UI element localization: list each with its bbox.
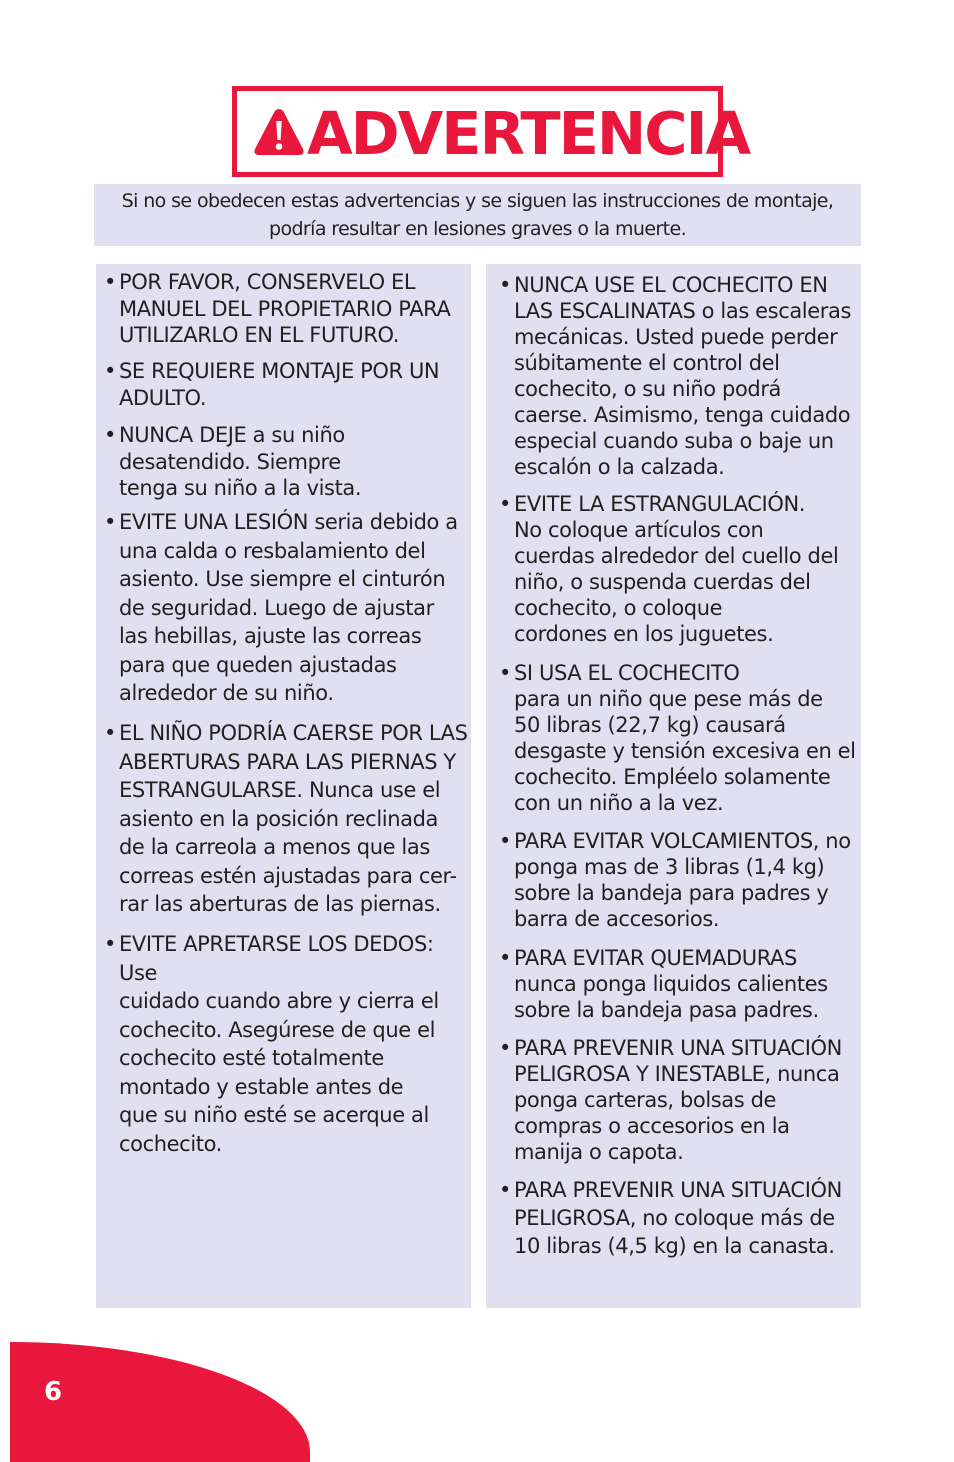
list-item bbox=[104, 719, 468, 919]
list-item-text: EL NIÑO PODRÍA CAERSE POR LAS ABERTURAS PARA LAS PIERNAS Y ESTRANGULARSE. Nunca use el asiento en la posición reclinada de la carreola a menos que las correas estén ajustadas para cer- rar las aberturas de las piernas. bbox=[119, 721, 468, 916]
warning-header-box bbox=[232, 86, 750, 177]
list-item bbox=[104, 358, 439, 411]
right-warning-column bbox=[486, 264, 861, 1308]
bullet: • bbox=[499, 1178, 511, 1202]
list-item-text: EVITE LA ESTRANGULACIÓN. No coloque artículos con cuerdas alrededor del cuello del niño, o suspenda cuerdas del cochecito, o coloque cordones en los juguetes. bbox=[514, 492, 839, 646]
left-warning-column bbox=[96, 264, 471, 1308]
bullet: • bbox=[104, 721, 116, 745]
list-item bbox=[499, 1035, 842, 1165]
list-item bbox=[499, 272, 851, 480]
list-item bbox=[104, 422, 361, 502]
intro-banner bbox=[94, 184, 861, 246]
list-item-text: POR FAVOR, CONSERVELO EL MANUEL DEL PROPIETARIO PARA UTILIZARLO EN EL FUTURO. bbox=[119, 270, 451, 347]
list-item bbox=[499, 1176, 842, 1260]
list-item-text: SE REQUIERE MONTAJE POR UN ADULTO. bbox=[119, 359, 440, 410]
list-item bbox=[499, 945, 828, 1023]
bullet: • bbox=[499, 492, 511, 516]
bullet: • bbox=[104, 359, 116, 383]
warning-triangle-icon bbox=[253, 107, 305, 157]
list-item-text: NUNCA USE EL COCHECITO EN LAS ESCALINATAS o las escaleras mecánicas. Usted puede perder súbitamente el control del cochecito, o su niño podrá caerse. Asimismo, tenga cuidado especial cuando suba o baje un escalón o la calzada. bbox=[514, 273, 852, 479]
bullet: • bbox=[104, 270, 116, 294]
bullet: • bbox=[499, 1036, 511, 1060]
list-item-text: PARA PREVENIR UNA SITUACIÓN PELIGROSA, no coloque más de 10 libras (4,5 kg) en la canasta. bbox=[514, 1178, 842, 1258]
list-item bbox=[104, 269, 450, 349]
intro-line-1: Si no se obedecen estas advertencias y se siguen las instrucciones de montaje, bbox=[121, 190, 834, 212]
list-item-text: SI USA EL COCHECITO para un niño que pese más de 50 libras (22,7 kg) causará desgaste y tensión excesiva en el cochecito. Empléelo solamente con un niño a la vez. bbox=[514, 661, 856, 815]
list-item bbox=[104, 508, 458, 708]
list-item-text: EVITE UNA LESIÓN seria debido a una calda o resbalamiento del asiento. Use siempre el cinturón de seguridad. Luego de ajustar las hebillas, ajuste las correas para que queden ajustadas alrededor de su niño. bbox=[119, 510, 458, 705]
list-item-text: EVITE APRETARSE LOS DEDOS: Use cuidado cuando abre y cierra el cochecito. Asegúrese de que el cochecito esté totalmente montado y estable antes de que su niño esté se acerque al cochecito. bbox=[119, 932, 439, 1156]
list-item-text: PARA EVITAR VOLCAMIENTOS, no ponga mas de 3 libras (1,4 kg) sobre la bandeja para padres y barra de accesorios. bbox=[514, 829, 851, 931]
intro-line-2: podría resultar en lesiones graves o la muerte. bbox=[268, 218, 687, 240]
list-item-text: PARA EVITAR QUEMADURAS nunca ponga liquidos calientes sobre la bandeja pasa padres. bbox=[514, 946, 828, 1022]
warning-title: ADVERTENCIA bbox=[307, 99, 750, 168]
bullet: • bbox=[104, 510, 116, 534]
bullet: • bbox=[104, 932, 116, 956]
bullet: • bbox=[499, 829, 511, 853]
list-item bbox=[499, 491, 838, 647]
list-item bbox=[499, 828, 851, 932]
list-item-text: PARA PREVENIR UNA SITUACIÓN PELIGROSA Y INESTABLE, nunca ponga carteras, bolsas de compras o accesorios en la manija o capota. bbox=[514, 1036, 842, 1164]
page-number: 6 bbox=[44, 1377, 63, 1407]
bullet: • bbox=[104, 423, 116, 447]
list-item bbox=[104, 930, 471, 1158]
list-item bbox=[499, 660, 856, 816]
bullet: • bbox=[499, 946, 511, 970]
bullet: • bbox=[499, 273, 511, 297]
list-item-text: NUNCA DEJE a su niño desatendido. Siempre tenga su niño a la vista. bbox=[119, 423, 362, 500]
bullet: • bbox=[499, 661, 511, 685]
